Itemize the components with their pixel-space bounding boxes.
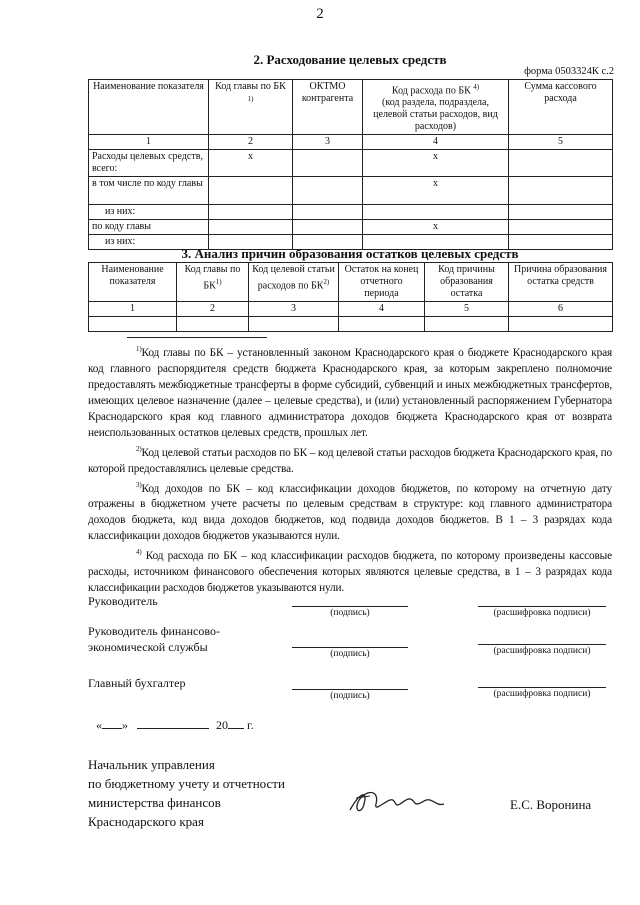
cell bbox=[509, 205, 613, 220]
footnote: $^{4)}$ Код расхода по БК – код классификации расходов бюджета, по которому произведены кассовые расходы, источником финансового обеспечения которых являются целевые средства, в 1 – 3 разрядах кода классификации расходов бюджетов указываются нули. bbox=[88, 548, 612, 595]
approver-name: Е.С. Воронина bbox=[510, 797, 592, 812]
cell: x bbox=[363, 150, 509, 177]
header-cell: Сумма кассового расхода bbox=[509, 80, 613, 135]
sign-caption: (подпись) bbox=[330, 691, 370, 701]
cell bbox=[209, 220, 293, 235]
approver-line: по бюджетному учету и отчетности bbox=[88, 776, 285, 791]
header-cell: Код целевой статьи расходов по БК$^{2)}$ bbox=[249, 263, 339, 302]
cell bbox=[293, 220, 363, 235]
cell: Расходы целевых средств, всего: bbox=[89, 150, 209, 177]
header-cell: Код причины образования остатка bbox=[425, 263, 509, 302]
col-number: 6 bbox=[509, 302, 613, 317]
footnote: $^{2)}$Код целевой статьи расходов по БК – код целевой статьи расходов бюджета Краснодарского края, по которой предоставлялись целевые средства. bbox=[88, 444, 612, 475]
page-number: 2 bbox=[316, 6, 324, 22]
table-row bbox=[89, 317, 613, 332]
cell bbox=[509, 150, 613, 177]
cell bbox=[293, 177, 363, 205]
signature-line bbox=[292, 647, 408, 648]
col-number: 3 bbox=[249, 302, 339, 317]
header-cell: Код расхода по БК $^{4)}$ (код раздела, подраздела, целевой статьи расходов, вид расходов) bbox=[363, 80, 509, 135]
decode-caption: (расшифровка подписи) bbox=[493, 689, 591, 699]
table-row bbox=[89, 150, 613, 177]
cell: в том числе по коду главы bbox=[89, 177, 209, 205]
header-cell: Наименование показателя bbox=[89, 263, 177, 302]
decode-caption: (расшифровка подписи) bbox=[493, 608, 591, 618]
footnote-divider bbox=[127, 337, 267, 338]
header-cell: Причина образования остатка средств bbox=[509, 263, 613, 302]
cell bbox=[339, 317, 425, 332]
form-code: форма 0503324К с.2 bbox=[524, 66, 614, 77]
header-cell: Остаток на конец отчетного периода bbox=[339, 263, 425, 302]
footnote: $^{3)}$Код доходов по БК – код классификации доходов бюджетов, по которому на отчетную дату отражены в бюджетном учете расчеты по целевым средствам в структуре: код главного администратора доходов бюджета, код вида доходов бюджетов, код подвида доходов бюджетов. В 1 – 3 разрядах кода классификации доходов бюджетов указываются нули. bbox=[88, 480, 612, 543]
approver-line: Начальник управления bbox=[88, 757, 215, 772]
cell bbox=[293, 205, 363, 220]
role-chief-accountant: Главный бухгалтер bbox=[88, 676, 186, 690]
col-number: 2 bbox=[177, 302, 249, 317]
footnotes bbox=[88, 341, 612, 596]
signature-line bbox=[292, 689, 408, 690]
cell bbox=[209, 177, 293, 205]
cell bbox=[363, 205, 509, 220]
col-number: 2 bbox=[209, 135, 293, 150]
date-line: « » 20 г. bbox=[96, 718, 254, 732]
cell bbox=[293, 150, 363, 177]
approver-title bbox=[88, 755, 285, 831]
col-number: 4 bbox=[363, 135, 509, 150]
col-number: 1 bbox=[89, 135, 209, 150]
cell bbox=[509, 177, 613, 205]
signature-line bbox=[292, 606, 408, 607]
cell: x bbox=[363, 220, 509, 235]
cell: из них: bbox=[89, 205, 209, 220]
header-cell: Код главы по БК$^{1)}$ bbox=[177, 263, 249, 302]
section2-title: 2. Расходование целевых средств bbox=[253, 52, 447, 67]
column-numbers-row bbox=[89, 135, 613, 150]
cell: из них: bbox=[89, 235, 209, 250]
approver-line: Краснодарского края bbox=[88, 814, 204, 829]
header-cell: ОКТМО контрагента bbox=[293, 80, 363, 135]
cell: x bbox=[209, 150, 293, 177]
cell bbox=[89, 317, 177, 332]
header-cell: Код главы по БК $^{1)}$ bbox=[209, 80, 293, 135]
balances-table bbox=[88, 262, 613, 332]
decode-caption: (расшифровка подписи) bbox=[493, 646, 591, 656]
cell bbox=[177, 317, 249, 332]
approver-line: министерства финансов bbox=[88, 795, 221, 810]
handwritten-signature bbox=[340, 782, 450, 822]
decode-line bbox=[478, 687, 606, 688]
col-number: 4 bbox=[339, 302, 425, 317]
table-row bbox=[89, 205, 613, 220]
sign-caption: (подпись) bbox=[330, 649, 370, 659]
table-row bbox=[89, 177, 613, 205]
expenses-table bbox=[88, 79, 613, 250]
col-number: 5 bbox=[425, 302, 509, 317]
col-number: 1 bbox=[89, 302, 177, 317]
cell: по коду главы bbox=[89, 220, 209, 235]
cell bbox=[509, 220, 613, 235]
role-finance-head: Руководитель финансово-экономической службы bbox=[88, 624, 220, 654]
role-head: Руководитель bbox=[88, 594, 158, 608]
section3-title: 3. Анализ причин образования остатков целевых средств bbox=[181, 246, 519, 261]
footnote: $^{1)}$Код главы по БК – установленный законом Краснодарского края о бюджете Краснодарского края код главного распорядителя средств бюджета Краснодарского края, за которым закреплено полномочие предоставлять межбюджетные трансферты в форме субсидий, субвенций и иных межбюджетных трансфертов, имеющих целевое назначение (далее – целевые средства), и (или) установленный распоряжением Губернатора Краснодарского края код главного администратора доходов бюджета Краснодарского края от возврата неиспользованных остатков целевых средств, прошлых лет. bbox=[88, 345, 612, 439]
cell bbox=[249, 317, 339, 332]
cell bbox=[509, 317, 613, 332]
header-cell: Наименование показателя bbox=[89, 80, 209, 135]
column-numbers-row bbox=[89, 302, 613, 317]
cell: x bbox=[363, 177, 509, 205]
decode-line bbox=[478, 606, 606, 607]
cell bbox=[425, 317, 509, 332]
decode-line bbox=[478, 644, 606, 645]
table-row bbox=[89, 220, 613, 235]
cell bbox=[209, 205, 293, 220]
col-number: 5 bbox=[509, 135, 613, 150]
sign-caption: (подпись) bbox=[330, 608, 370, 618]
col-number: 3 bbox=[293, 135, 363, 150]
